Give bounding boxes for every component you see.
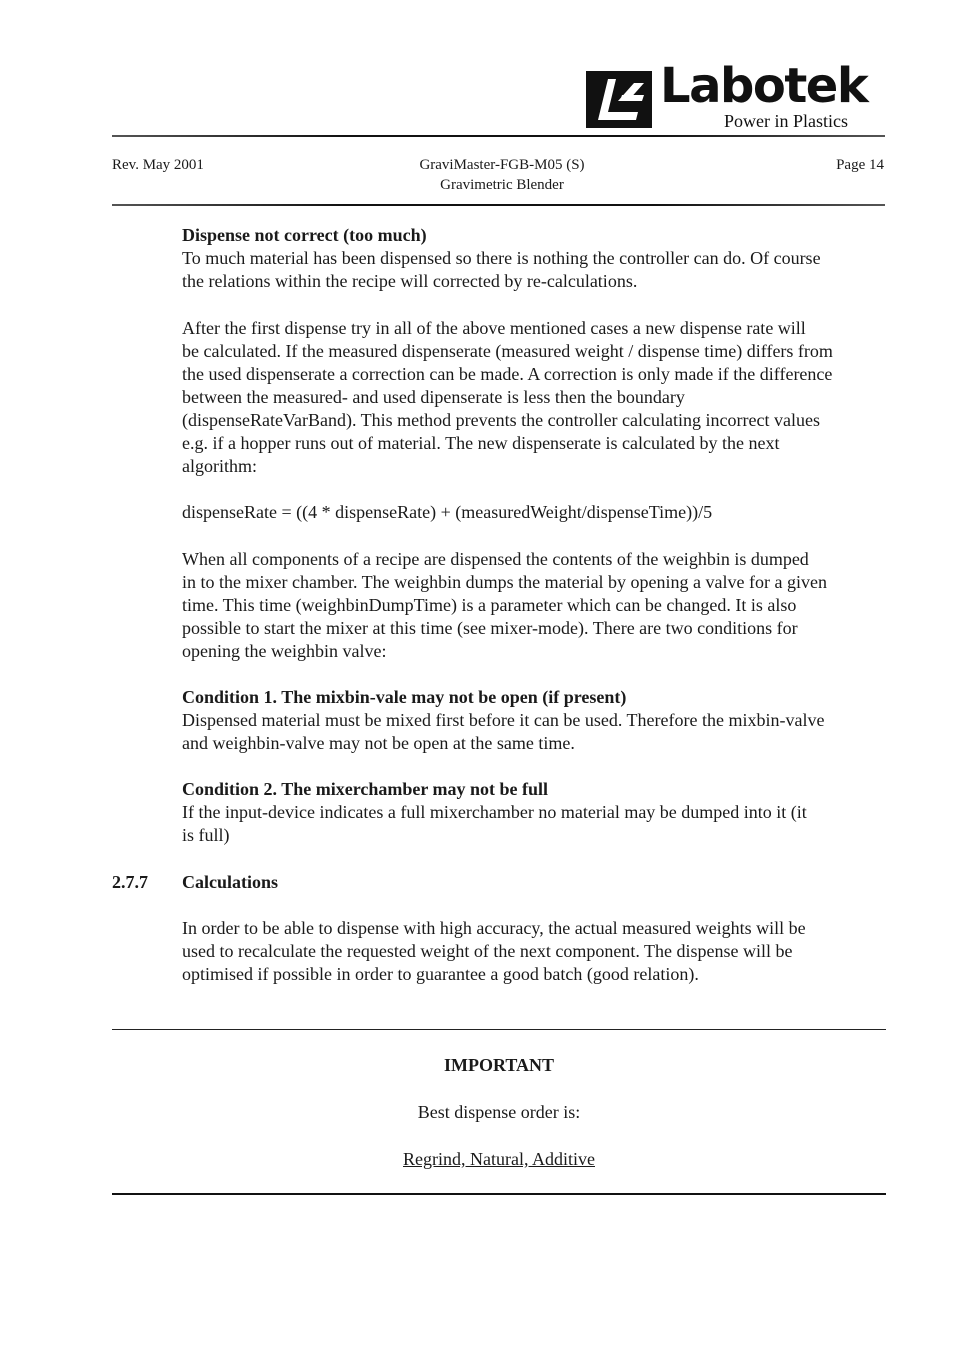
important-bottom-rule: [112, 1193, 886, 1195]
document-title: [312, 155, 692, 195]
condition-1-heading: Condition 1. The mixbin-vale may not be open (if present): [182, 687, 627, 707]
dispense-order-text: Regrind, Natural, Additive: [403, 1149, 595, 1169]
dispense-rate-formula: dispenseRate = ((4 * dispenseRate) + (measuredWeight/dispenseTime))/5: [182, 502, 713, 522]
important-text: Best dispense order is:: [417, 1102, 581, 1122]
paragraph-line: is full): [182, 825, 230, 845]
paragraph-line: (dispenseRateVarBand). This method prevents the controller calculating incorrect values: [182, 410, 820, 430]
paragraph-line: time. This time (weighbinDumpTime) is a parameter which can be changed. It is also: [182, 595, 797, 615]
dispense-rate-paragraph: [182, 317, 833, 478]
paragraph-line: between the measured- and used dipenserate is less then the boundary: [182, 387, 685, 407]
weighbin-dump-paragraph: [182, 548, 827, 663]
dispense-not-correct-paragraph: [182, 247, 821, 293]
paragraph-line: After the first dispense try in all of the above mentioned cases a new dispense rate will: [182, 318, 806, 338]
condition-2-heading: Condition 2. The mixerchamber may not be full: [182, 779, 549, 799]
important-heading: IMPORTANT: [443, 1055, 555, 1075]
logo-tagline: Power in Plastics: [724, 111, 848, 131]
header-bottom-rule: [112, 204, 885, 206]
paragraph-line: and weighbin-valve may not be open at the same time.: [182, 733, 575, 753]
paragraph-line: the used dispenserate a correction can be made. A correction is only made if the difference: [182, 364, 833, 384]
paragraph-line: To much material has been dispensed so there is nothing the controller can do. Of course: [182, 248, 821, 268]
paragraph-line: in to the mixer chamber. The weighbin dumps the material by opening a valve for a given: [182, 572, 827, 592]
important-top-rule: [112, 1029, 886, 1030]
paragraph-line: opening the weighbin valve:: [182, 641, 387, 661]
paragraph-line: optimised if possible in order to guarantee a good batch (good relation).: [182, 964, 699, 984]
paragraph-line: possible to start the mixer at this time (see mixer-mode). There are two conditions for: [182, 618, 798, 638]
labotek-logo-icon: [586, 71, 652, 128]
calculations-paragraph: [182, 917, 806, 986]
paragraph-line: the relations within the recipe will corrected by re-calculations.: [182, 271, 638, 291]
paragraph-line: algorithm:: [182, 456, 257, 476]
dispense-order: [112, 1148, 886, 1171]
section-number: 2.7.7: [112, 872, 148, 892]
condition-2-paragraph: [182, 801, 807, 847]
paragraph-line: In order to be able to dispense with high accuracy, the actual measured weights will be: [182, 918, 806, 938]
revision-date: Rev. May 2001: [112, 157, 204, 173]
paragraph-line: used to recalculate the requested weight of the next component. The dispense will be: [182, 941, 793, 961]
paragraph-line: be calculated. If the measured dispenserate (measured weight / dispense time) differs from: [182, 341, 833, 361]
paragraph-line: When all components of a recipe are dispensed the contents of the weighbin is dumped: [182, 549, 809, 569]
section-title: Calculations: [182, 872, 279, 892]
dispense-not-correct-heading: Dispense not correct (too much): [182, 225, 427, 245]
document-title-line1: GraviMaster-FGB-M05 (S): [419, 157, 585, 173]
paragraph-line: e.g. if a hopper runs out of material. The new dispenserate is calculated by the next: [182, 433, 780, 453]
condition-1-paragraph: [182, 709, 824, 755]
document-title-line2: Gravimetric Blender: [440, 177, 564, 193]
paragraph-line: Dispensed material must be mixed first before it can be used. Therefore the mixbin-valve: [182, 710, 825, 730]
paragraph-line: If the input-device indicates a full mixerchamber no material may be dumped into it (it: [182, 802, 807, 822]
page-number: Page 14: [836, 157, 884, 173]
logo-wordmark: Labotek: [660, 58, 868, 114]
header-top-rule: [112, 135, 885, 137]
